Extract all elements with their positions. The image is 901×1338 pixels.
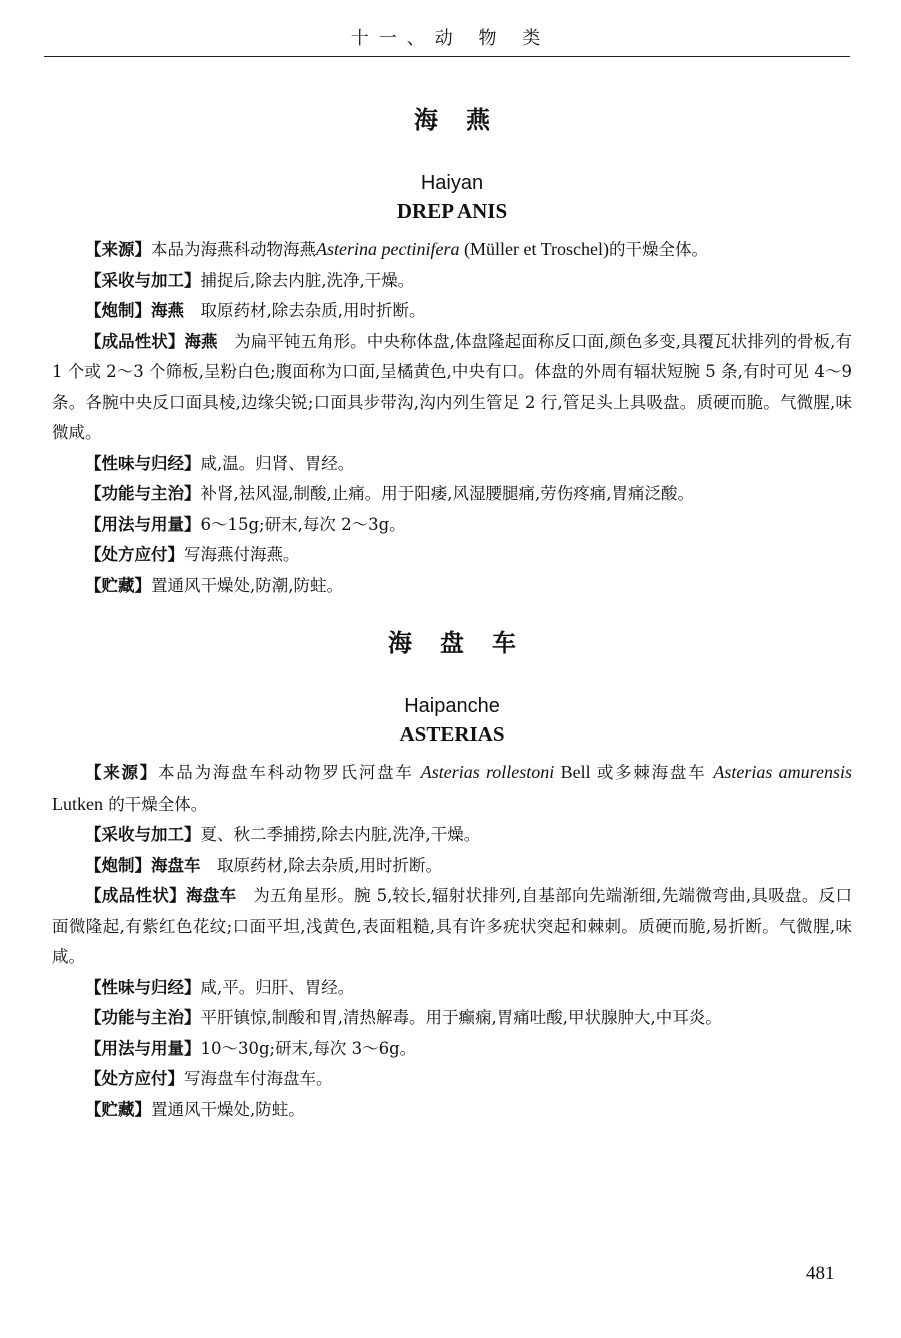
harvest-paragraph bbox=[52, 820, 852, 851]
function-text: 平肝镇惊,制酸和胃,清热解毒。用于癫痫,胃痛吐酸,甲状腺肿大,中耳炎。 bbox=[200, 1008, 722, 1027]
processing-paragraph bbox=[52, 296, 852, 327]
source-paragraph bbox=[52, 234, 852, 266]
prescription-label: 【处方应付】 bbox=[85, 1069, 184, 1088]
description-label: 【成品性状】海燕 bbox=[85, 331, 218, 351]
page-body bbox=[52, 100, 852, 1125]
processing-text: 取原药材,除去杂质,用时折断。 bbox=[200, 855, 442, 875]
function-paragraph bbox=[52, 479, 852, 510]
entry-pinyin: Haipanche bbox=[404, 695, 500, 717]
description-label: 【成品性状】海盘车 bbox=[85, 886, 237, 905]
nature-text: 咸,温。归肾、胃经。 bbox=[200, 453, 355, 473]
prescription-text: 写海盘车付海盘车。 bbox=[184, 1069, 333, 1088]
source-paragraph bbox=[52, 757, 852, 820]
prescription-text: 写海燕付海燕。 bbox=[184, 545, 300, 564]
harvest-label: 【采收与加工】 bbox=[85, 825, 201, 844]
entry-haiyan bbox=[52, 100, 852, 601]
species-author-2: Lutken bbox=[52, 793, 103, 814]
entry-haipanche bbox=[52, 623, 852, 1125]
storage-paragraph bbox=[52, 571, 852, 602]
storage-paragraph bbox=[52, 1095, 852, 1126]
prescription-label: 【处方应付】 bbox=[85, 545, 184, 564]
description-paragraph bbox=[52, 327, 852, 449]
function-label: 【功能与主治】 bbox=[85, 484, 201, 503]
nature-text: 咸,平。归肝、胃经。 bbox=[200, 977, 355, 997]
source-text: 本品为海燕科动物海燕 bbox=[151, 240, 316, 259]
species-author: Bell bbox=[554, 762, 597, 782]
processing-label: 【炮制】海盘车 bbox=[85, 855, 201, 875]
species-name: Asterias rollestoni bbox=[420, 762, 555, 782]
source-text-end: 的干燥全体。 bbox=[608, 240, 708, 259]
running-head: 十一、动 物 类 bbox=[350, 28, 551, 49]
prescription-paragraph bbox=[52, 1064, 852, 1095]
storage-label: 【贮藏】 bbox=[85, 1099, 151, 1119]
dosage-paragraph bbox=[52, 510, 852, 541]
function-label: 【功能与主治】 bbox=[85, 1008, 201, 1027]
nature-paragraph bbox=[52, 973, 852, 1004]
entry-pinyin: Haiyan bbox=[420, 172, 484, 194]
entry-title: 海盘车 bbox=[388, 629, 544, 657]
source-text-mid: 或多棘海盘车 bbox=[596, 763, 714, 782]
nature-label: 【性味与归经】 bbox=[85, 977, 201, 997]
processing-paragraph bbox=[52, 851, 852, 882]
dosage-label: 【用法与用量】 bbox=[85, 514, 201, 534]
description-paragraph bbox=[52, 881, 852, 973]
section-gap bbox=[52, 601, 852, 623]
dosage-label: 【用法与用量】 bbox=[85, 1038, 201, 1058]
entry-latin-name: ASTERIAS bbox=[399, 722, 505, 746]
source-label: 【来源】 bbox=[85, 763, 159, 782]
harvest-label: 【采收与加工】 bbox=[85, 270, 201, 290]
page-number: 481 bbox=[806, 1263, 835, 1284]
harvest-text: 捕捉后,除去内脏,洗净,干燥。 bbox=[200, 270, 415, 290]
source-text: 本品为海盘车科动物罗氏河盘车 bbox=[158, 763, 421, 782]
description-text: 为扁平钝五角形。中央称体盘,体盘隆起面称反口面,颜色多变,具覆瓦状排列的骨板,有 1 个或 2～3 个筛板,呈粉白色;腹面称为口面,呈橘黄色,中央有口。体盘的外周有辐状短腕 5 条,有时可见 4～9 条。各腕中央反口面具棱,边缘尖锐;口面具步带沟,沟内列生管足 2 行,管足头上具吸盘。质硬而脆。气微腥,味微咸。 bbox=[52, 331, 853, 442]
storage-text: 置通风干燥处,防蛀。 bbox=[151, 1099, 305, 1119]
source-label: 【来源】 bbox=[85, 240, 151, 259]
nature-label: 【性味与归经】 bbox=[85, 453, 201, 473]
header-rule bbox=[44, 56, 850, 57]
storage-label: 【贮藏】 bbox=[85, 575, 151, 595]
harvest-text: 夏、秋二季捕捞,除去内脏,洗净,干燥。 bbox=[200, 825, 481, 844]
species-author: (Müller et Troschel) bbox=[459, 239, 609, 259]
processing-text: 取原药材,除去杂质,用时折断。 bbox=[184, 301, 426, 320]
prescription-paragraph bbox=[52, 540, 852, 571]
dosage-text: 10～30g;研末,每次 3～6g。 bbox=[200, 1038, 417, 1058]
function-text: 补肾,祛风湿,制酸,止痛。用于阳痿,风湿腰腿痛,劳伤疼痛,胃痛泛酸。 bbox=[200, 484, 694, 503]
processing-label: 【炮制】海燕 bbox=[85, 301, 184, 320]
description-text: 为五角星形。腕 5,较长,辐射状排列,自基部向先端渐细,先端微弯曲,具吸盘。反口面微隆起,有紫红色花纹;口面平坦,浅黄色,表面粗糙,具有许多疣状突起和棘刺。质硬而脆,易折断。气微腥,味咸。 bbox=[52, 886, 853, 966]
entry-title: 海燕 bbox=[414, 106, 518, 134]
dosage-paragraph bbox=[52, 1034, 852, 1065]
species-name-2: Asterias amurensis bbox=[713, 762, 853, 782]
storage-text: 置通风干燥处,防潮,防蛀。 bbox=[151, 575, 343, 595]
entry-latin-name: DREP ANIS bbox=[396, 199, 508, 223]
source-text-end: 的干燥全体。 bbox=[103, 794, 208, 814]
function-paragraph bbox=[52, 1003, 852, 1034]
species-name: Asterina pectinifera bbox=[316, 239, 460, 259]
dosage-text: 6～15g;研末,每次 2～3g。 bbox=[200, 514, 406, 534]
harvest-paragraph bbox=[52, 266, 852, 297]
nature-paragraph bbox=[52, 449, 852, 480]
